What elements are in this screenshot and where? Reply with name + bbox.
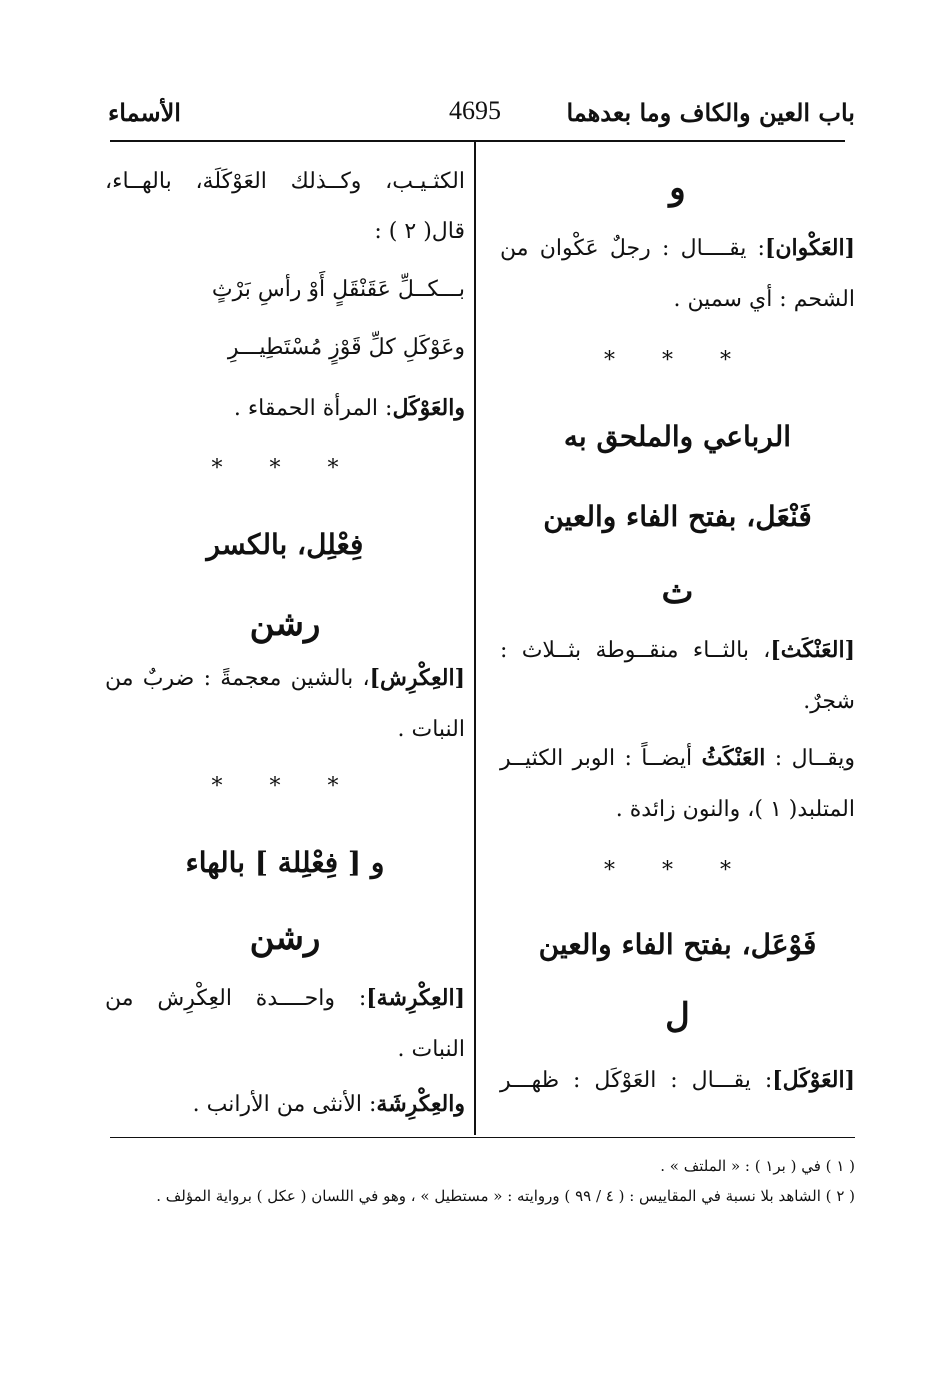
column-divider (474, 141, 476, 1135)
entry-akwan-line2: الشحم : أي سمين . (673, 287, 855, 312)
pattern-heading-fawal: فَوْعَل، بفتح الفاء والعين (538, 928, 817, 961)
section-separator-stars: * * * (604, 858, 751, 883)
footnote-rule (110, 1137, 855, 1138)
entry-text: : واحــــدة العِكْرِش من (105, 986, 367, 1011)
running-head-section: الأسماء (108, 98, 181, 127)
pattern-heading-filila: و [ فِعْلِلة ] بالهاء (185, 846, 385, 879)
page-number: 4695 (449, 96, 501, 125)
entry-text: : يقـــال : العَوْكَل : ظهـــر (500, 1068, 773, 1093)
entry-text: أيضــاً : الوبر الكثيــر (500, 746, 693, 771)
letter-heading-lam: ل (665, 996, 690, 1036)
root-heading-2: رشن (249, 918, 321, 958)
section-heading-quadriliteral: الرباعي والملحق به (563, 420, 792, 453)
header-rule (110, 140, 845, 142)
entry-headword: العَنْكَثُ (701, 745, 766, 771)
entry-headword: [العَكْوان] (764, 235, 855, 261)
entry-text: ويقــال : (774, 746, 856, 771)
entry-ankath2-line2: المتلبد( ١ )، والنون زائدة . (615, 797, 855, 822)
entry-ankath-line2: شجرٌ. (803, 689, 855, 714)
entry-headword: والعَوْكَل (392, 395, 465, 421)
entry-ikrisha-line1 (105, 984, 465, 1014)
section-separator-stars: * * * (211, 774, 359, 799)
entry-awkal-woman (105, 394, 465, 424)
entry-awkal-continuation-line1: الكثـيـب، وكــذلك العَوْكَلَة، بالهــاء، (105, 169, 465, 194)
pattern-heading-filil: فِعْلِل، بالكسر (206, 528, 364, 561)
letter-heading-tha: ث (661, 572, 694, 612)
entry-text: ، بالثــاء منقــوطة بثــلاث : (500, 638, 771, 663)
entry-awkal-continuation-line2: قال( ٢ ) : (374, 219, 465, 244)
footnote-1: ( ١ ) في ( بر١ ) : « الملتف » . (660, 1157, 855, 1175)
entry-akwan-line1 (500, 234, 855, 264)
footnote-2: ( ٢ ) الشاهد بلا نسبة في المقاييس : ( ٤ / ٩٩ ) وروايته : « مستطيل » ، وهو في اللسان ( عكل ) برواية المؤلف . (156, 1187, 855, 1205)
entry-ikrish-line2: النبات . (397, 717, 465, 742)
entry-text: : الأنثى من الأرانب . (192, 1092, 377, 1117)
entry-headword: [العَوْكَل] (772, 1067, 855, 1093)
entry-ikrisha-line2: النبات . (397, 1037, 465, 1062)
entry-text: ، بالشين معجمةً : ضربٌ من (105, 666, 370, 691)
entry-text: : يقــــال : رجلٌ عَكْوان من (500, 236, 765, 261)
root-heading-1: رشن (249, 604, 321, 644)
letter-heading-waw: و (669, 168, 686, 208)
entry-ankath2-line1 (500, 744, 855, 774)
entry-text: : المرأة الحمقاء . (233, 396, 393, 421)
entry-ikrisha-female-hare (105, 1090, 465, 1120)
poetry-verse-2: وعَوْكَلِ كلِّ قَوْزٍ مُسْتَطِيـــرِ (227, 335, 465, 360)
entry-headword: [العِكْرِشة] (366, 985, 465, 1011)
entry-ikrish-line1 (105, 664, 465, 694)
running-head-chapter: باب العين والكاف وما بعدهما (566, 98, 855, 127)
entry-ankath-line1 (500, 636, 855, 666)
section-separator-stars: * * * (604, 348, 751, 373)
pattern-heading-fanal: فَنْعَل، بفتح الفاء والعين (543, 500, 812, 533)
entry-headword: والعِكْرِشَة (376, 1091, 465, 1117)
entry-headword: [العِكْرِش] (369, 665, 465, 691)
entry-awkal-line1 (500, 1066, 855, 1096)
entry-headword: [العَنْكَث] (770, 637, 855, 663)
section-separator-stars: * * * (211, 456, 359, 481)
poetry-verse-1: بـــكــلِّ عَقَنْقَلٍ أَوْ رأسِ بَرْثٍ (211, 277, 465, 302)
